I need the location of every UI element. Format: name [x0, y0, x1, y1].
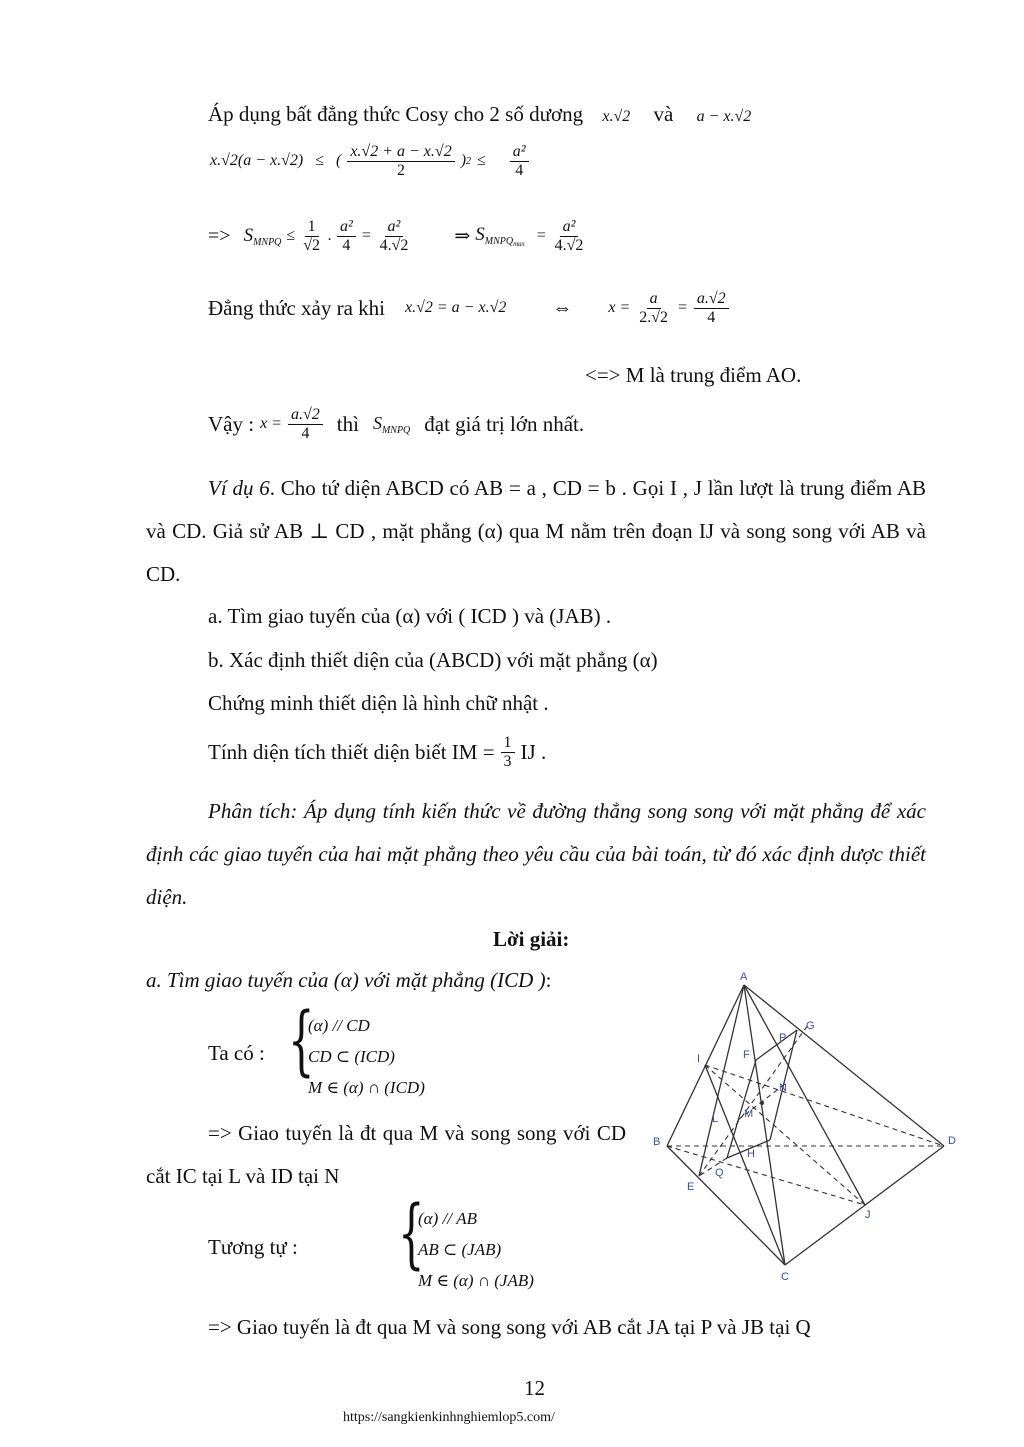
cauchy-inequality — [210, 143, 529, 180]
label-M: M — [744, 1108, 754, 1120]
conclusion-x: x = — [260, 415, 282, 433]
equality-text: Đẳng thức xảy ra khi — [208, 295, 385, 320]
label-L: L — [712, 1113, 719, 1125]
analysis: Phân tích: Áp dụng tính kiến thức về đường thẳng song song với mặt phẳng để xác định các giao tuyến của hai mặt phẳng theo yêu cầu của bài toán, từ đó xác định dược thiết diện. — [146, 799, 926, 909]
example-6 — [146, 467, 926, 596]
ineq-rhs-num: a² — [510, 143, 529, 162]
result2: => Giao tuyến là đt qua M và song song với AB cắt JA tại P và JB tại Q — [208, 1315, 811, 1339]
conclusion-suffix: đạt giá trị lớn nhất. — [424, 411, 585, 436]
system1-label: Ta có : — [208, 1041, 265, 1065]
label-B: B — [653, 1136, 661, 1148]
area-frac-1: $\frac{1}{√2}$ — [303, 218, 320, 254]
label-G: G — [806, 1020, 815, 1032]
solution-title: Lời giải: — [493, 927, 570, 951]
item-a: a. Tìm giao tuyến của (α) với ( ICD ) và (JAB) . — [208, 604, 612, 628]
footer-url[interactable]: https://sangkienkinhnghiemlop5.com/ — [343, 1410, 555, 1425]
item-b: b. Xác định thiết diện của (ABCD) với mặt phẳng (α) — [208, 648, 658, 672]
equality-x: x = — [608, 299, 631, 317]
conclusion-frac: $\frac{a.√2}{4}$ — [288, 406, 323, 443]
area-task — [208, 734, 546, 771]
ineq-frac — [347, 143, 454, 180]
system1-line1: (α) // CD — [308, 1016, 370, 1035]
system2-label: Tương tự : — [208, 1235, 298, 1259]
area-S-max: $S_{MNPQmax}$ — [475, 224, 525, 249]
edge-AC — [744, 985, 785, 1265]
edge-CD — [785, 1146, 944, 1265]
area-frac-3: $\frac{\text{a²}}{4.√2}$ — [379, 218, 409, 254]
system1-line2: CD ⊂ (ICD) — [308, 1047, 395, 1066]
area-bound — [208, 218, 586, 255]
ineq-close: ) — [460, 152, 467, 170]
prove-statement: Chứng minh thiết diện là hình chữ nhật . — [208, 691, 549, 715]
area-le: ≤ — [286, 227, 296, 245]
label-A: A — [740, 971, 748, 983]
area-dot: . — [327, 227, 332, 245]
label-J: J — [865, 1209, 871, 1221]
page-number: 12 — [524, 1376, 545, 1400]
label-D: D — [948, 1135, 956, 1147]
tetrahedron-figure — [650, 965, 970, 1285]
ineq-le1: ≤ — [315, 152, 324, 170]
edge-BC — [667, 1146, 785, 1265]
ineq-frac-den: 2 — [397, 161, 405, 179]
conclusion-S: $S_{MNPQ}$ — [372, 412, 411, 436]
conclusion — [208, 406, 584, 443]
area-implies: ⇒ — [454, 225, 471, 247]
equality-iff: ⇔ — [552, 296, 573, 319]
area-task-suffix: IJ . — [520, 739, 547, 764]
equality-frac-2: $\frac{a.√2}{4}$ — [694, 290, 729, 327]
and-word: và — [653, 102, 674, 126]
example-text: . Cho tứ diện ABCD có AB = a , CD = b . Gọi I , J lần lượt là trung điểm AB và CD. Giả sử AB ⊥ CD , mặt phẳng (α) qua M nằm trên đoạn IJ và song song với AB và CD. — [146, 476, 926, 586]
line-ID-hidden — [705, 1065, 944, 1146]
label-N: N — [779, 1082, 787, 1094]
equality-condition — [208, 290, 729, 327]
cauchy-intro-text: Áp dụng bất đẳng thức Cosy cho 2 số dương — [208, 102, 584, 126]
result1: => Giao tuyến là đt qua M và song song với CD cắt IC tại L và ID tại N — [146, 1121, 626, 1188]
example-label: Ví dụ 6 — [208, 476, 270, 500]
system1-brace: { — [288, 995, 315, 1084]
label-C: C — [781, 1271, 789, 1283]
label-F: F — [743, 1049, 750, 1061]
system2-line1: (α) // AB — [418, 1209, 477, 1228]
label-H: H — [747, 1148, 755, 1160]
ineq-rhs-den: 4 — [515, 161, 524, 179]
ineq-lhs: x.√2(a − x.√2) — [210, 152, 304, 170]
area-eq-2: = — [535, 227, 547, 245]
conclusion-prefix: Vậy : — [208, 411, 255, 436]
ineq-le2: ≤ — [477, 152, 486, 170]
system2-line2: AB ⊂ (JAB) — [418, 1240, 502, 1259]
area-task-prefix: Tính diện tích thiết diện biết IM = — [208, 739, 495, 764]
expr-x-sqrt2: x.√2 — [602, 108, 631, 125]
system1-line3: M ∈ (α) ∩ (ICD) — [308, 1078, 425, 1097]
part-a-title: a. Tìm giao tuyến của (α) với mặt phẳng (ICD ): — [146, 968, 552, 992]
label-I: I — [697, 1053, 701, 1065]
ineq-rhs — [510, 143, 529, 180]
area-frac-2: $\frac{\text{a²}}{4}$ — [337, 218, 356, 255]
equality-cond: x.√2 = a − x.√2 — [405, 299, 507, 317]
label-Q: Q — [715, 1167, 724, 1179]
system2-brace: { — [398, 1188, 425, 1277]
area-task-frac: $\frac{1}{3}$ — [501, 734, 515, 771]
label-E: E — [687, 1181, 695, 1193]
system2-line3: M ∈ (α) ∩ (JAB) — [418, 1271, 534, 1290]
midpoint-statement: <=> M là trung điểm AO. — [585, 363, 802, 387]
area-frac-4: $\frac{\text{a²}}{4.√2}$ — [554, 218, 584, 254]
system1 — [288, 995, 488, 1105]
equality-frac-1: $\frac{a}{2.√2}$ — [639, 290, 669, 326]
ineq-frac-num: x.√2 + a − x.√2 — [347, 143, 454, 162]
ineq-square: 2 — [466, 155, 472, 167]
system2 — [398, 1188, 598, 1298]
conclusion-then: thì — [336, 411, 359, 436]
cauchy-intro — [208, 102, 751, 127]
label-P: P — [779, 1032, 787, 1044]
equality-eq: = — [677, 299, 688, 317]
point-M — [760, 1101, 764, 1105]
area-S: $S_{MNPQ}$ — [243, 224, 282, 248]
ineq-open: ( — [336, 152, 342, 170]
area-eq: = — [360, 227, 372, 245]
expr-a-minus: a − x.√2 — [696, 108, 752, 125]
area-arrow: => — [208, 224, 231, 247]
line-AJ — [744, 985, 865, 1205]
